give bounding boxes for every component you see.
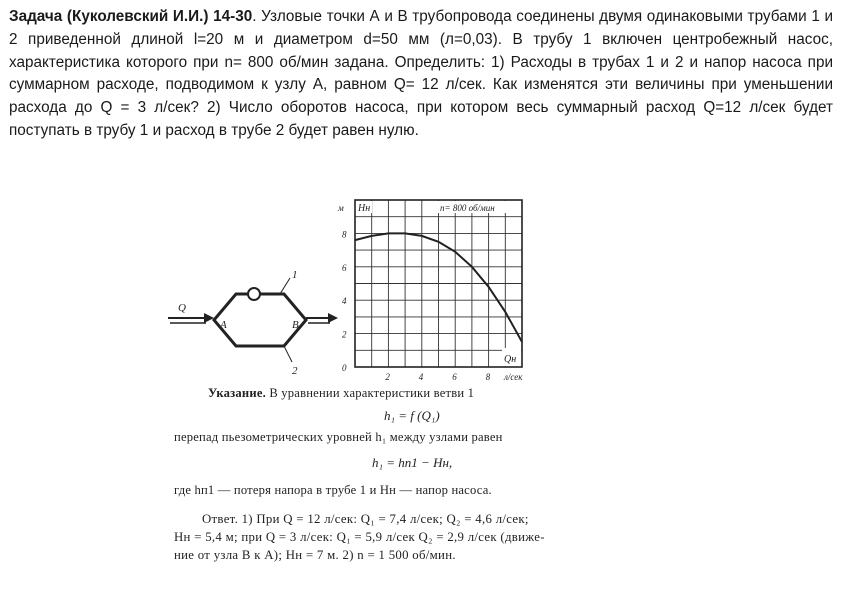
pipeline-schematic	[168, 269, 348, 388]
node-a-label: A	[220, 319, 227, 331]
hint-line-2: перепад пьезометрических уровней h₁ между узлами равен	[174, 430, 503, 444]
hint-text-1: В уравнении характеристики ветви 1	[269, 386, 475, 400]
problem-title: Задача (Куколевский И.И.) 14-30	[9, 8, 253, 25]
flow-label: Q	[178, 302, 186, 314]
pump-characteristic-chart	[336, 190, 556, 390]
y-tick-label: 6	[342, 262, 347, 273]
answer-line-2: Hн = 5,4 м; при Q = 3 л/сек: Q₁ = 5,9 л/сек Q₂ = 2,9 л/сек (движе-	[174, 530, 545, 544]
x-tick-label: 2	[385, 372, 390, 382]
pipe-1-label: 1	[292, 269, 298, 281]
problem-statement	[9, 6, 833, 143]
x-tick-label: 6	[452, 372, 457, 382]
speed-label: n= 800 об/мин	[440, 203, 495, 213]
y-unit: м	[338, 203, 344, 213]
hint-line-1	[208, 386, 474, 401]
x-unit: л/сек	[504, 372, 523, 382]
scanned-figure	[160, 190, 680, 582]
y-tick-label: 2	[342, 329, 347, 340]
hint-heading: Указание.	[208, 386, 266, 400]
hint-line-3: где hп1 — потеря напора в трубе 1 и Hн — напор насоса.	[174, 483, 492, 497]
pipe-2-label: 2	[292, 365, 298, 377]
x-tick-label: 8	[485, 372, 491, 382]
chart-grid	[355, 200, 522, 367]
y-axis-label: Hн	[358, 203, 371, 214]
equation-2: h₁ = hп1 − Hн,	[372, 455, 453, 470]
y-tick-label: 0	[342, 363, 347, 373]
x-tick-label: 4	[418, 372, 424, 382]
answer-line-1: Ответ. 1) При Q = 12 л/сек: Q₁ = 7,4 л/сек; Q₂ = 4,6 л/сек;	[202, 512, 529, 526]
y-tick-label: 4	[342, 296, 347, 307]
x-axis-label: Qн	[504, 354, 517, 365]
node-b-label: B	[292, 319, 299, 331]
y-tick-label: 8	[342, 229, 347, 240]
problem-text: . Узловые точки А и В трубопровода соединены двумя одинаковыми трубами 1 и 2 приведенной длиной l=20 м и диаметром d=50 мм (л=0,03). В трубу 1 включен центробежный насос, характеристика которого при n= 800 об/мин задана. Определить: 1) Расходы в трубах 1 и 2 и напор насоса при суммарном расходе, подводимом к узлу А, равном Q= 12 л/сек. Как изменятся эти величины при уменьшении расхода до Q = 3 л/сек? 2) Число оборотов насоса, при котором весь суммарный расход Q=12 л/сек будет поступать в трубу 1 и расход в трубе 2 будет равен нулю.	[9, 8, 833, 139]
equation-1: h₁ = f (Q₁)	[384, 408, 440, 423]
answer-line-3: ние от узла B к A); Hн = 7 м. 2) n = 1 500 об/мин.	[174, 548, 456, 562]
